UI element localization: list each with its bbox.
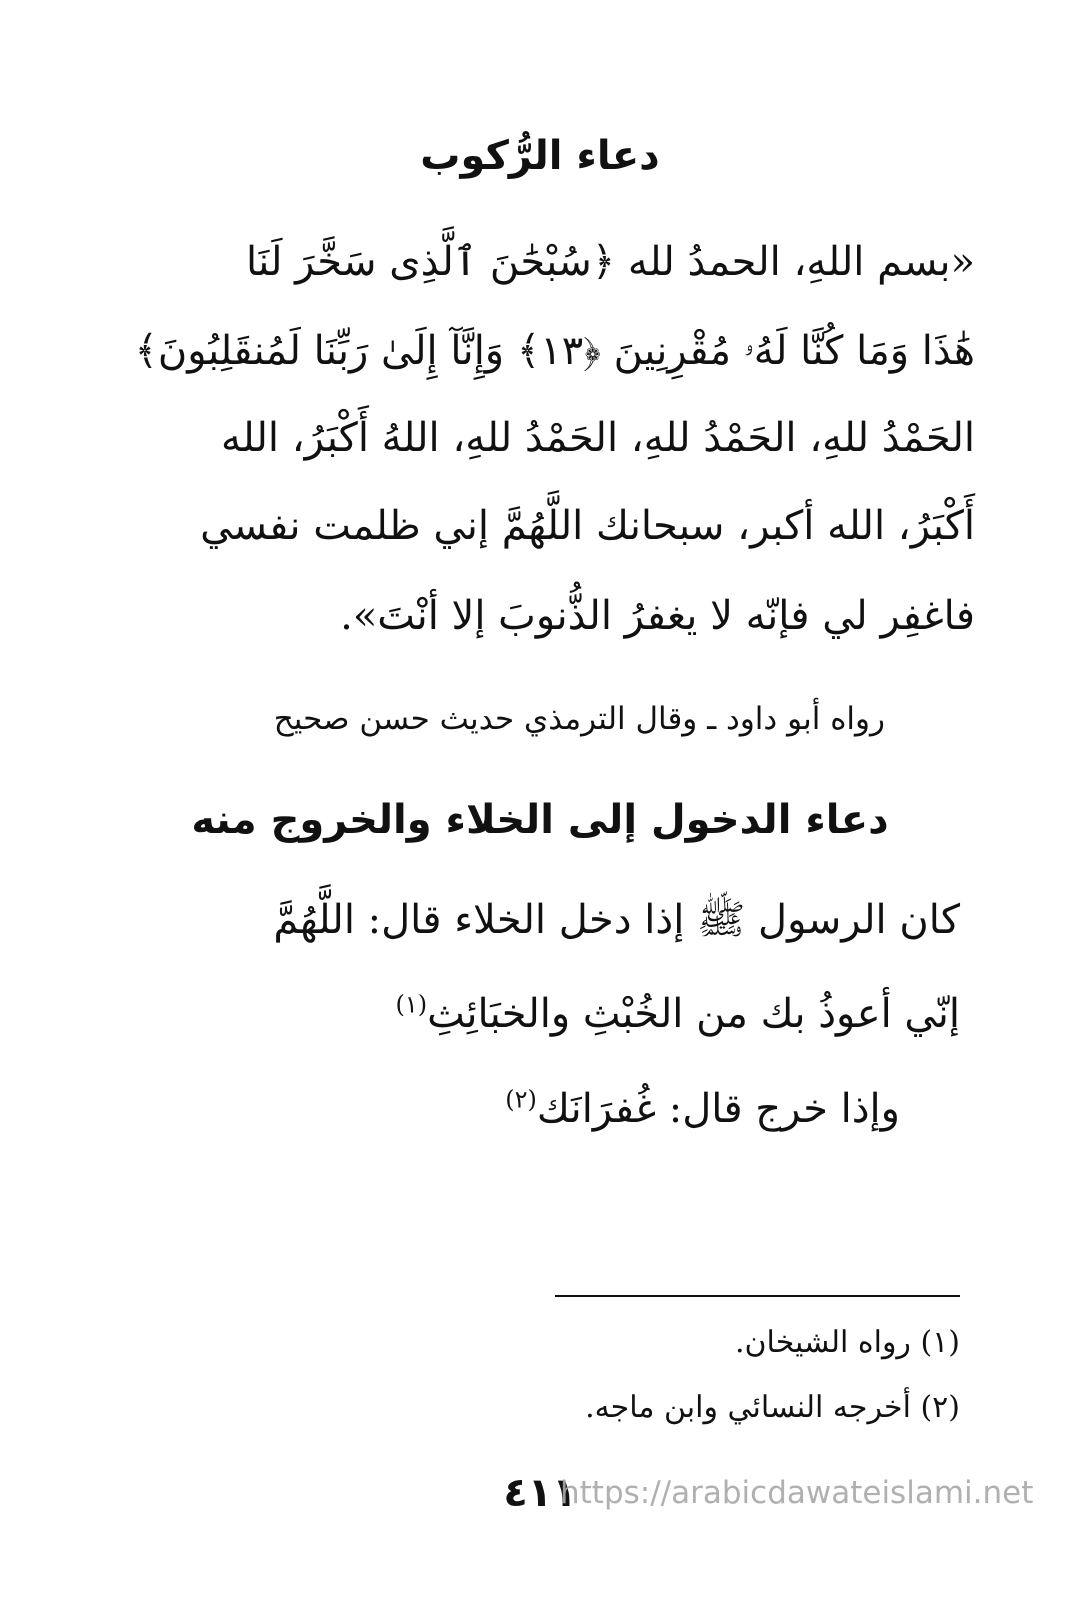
section-title-toilet: دعاء الدخول إلى الخلاء والخروج منه xyxy=(191,797,889,843)
footnote-divider xyxy=(555,1295,960,1297)
section-title-riding: دعاء الرُّكوب xyxy=(420,133,660,179)
footnote-2: (٢) أخرجه النسائي وابن ماجه. xyxy=(585,1390,960,1425)
dua-riding-line-2: هَٰذَا وَمَا كُنَّا لَهُۥ مُقْرِنِينَ ﴿١٣﴾ وَإِنَّآ إِلَىٰ رَبِّنَا لَمُنقَلِبُونَ﴾ xyxy=(134,328,975,374)
hadith-narration: رواه أبو داود ـ وقال الترمذي حديث حسن صحيح xyxy=(273,701,885,737)
dua-toilet-line-2 xyxy=(395,990,960,1038)
dua-riding-line-3: الحَمْدُ للهِ، الحَمْدُ للهِ، الحَمْدُ للهِ، اللهُ أَكْبَرُ، الله xyxy=(221,415,975,461)
dua-riding-line-5: فاغفِر لي فإنّه لا يغفرُ الذُّنوبَ إلا أنْتَ». xyxy=(340,593,975,639)
footnote-1: (١) رواه الشيخان. xyxy=(734,1325,960,1360)
page-number: ٤١١ xyxy=(503,1470,577,1516)
footnote-ref-2: (٢) xyxy=(505,1085,537,1114)
dua-toilet-line-1: كان الرسول ﷺ إذا دخل الخلاء قال: اللَّهُمَّ xyxy=(273,897,960,943)
watermark-url: https://arabicdawateislami.net xyxy=(560,1475,1034,1511)
dua-riding-line-1: «بسم اللهِ، الحمدُ لله ﴿سُبْحَٰنَ ٱلَّذِى سَخَّرَ لَنَا xyxy=(245,239,975,285)
footnote-ref-1: (١) xyxy=(395,990,428,1019)
dua-toilet-line-3-text: وإذا خرج قال: غُفرَانَك xyxy=(536,1086,900,1132)
dua-riding-line-4: أَكْبَرُ، الله أكبر، سبحانك اللَّهُمَّ إني ظلمت نفسي xyxy=(200,503,975,549)
dua-toilet-line-2-text: إنّي أعوذُ بك من الخُبْثِ والخبَائِثِ xyxy=(427,991,960,1037)
dua-toilet-line-3 xyxy=(505,1085,900,1133)
